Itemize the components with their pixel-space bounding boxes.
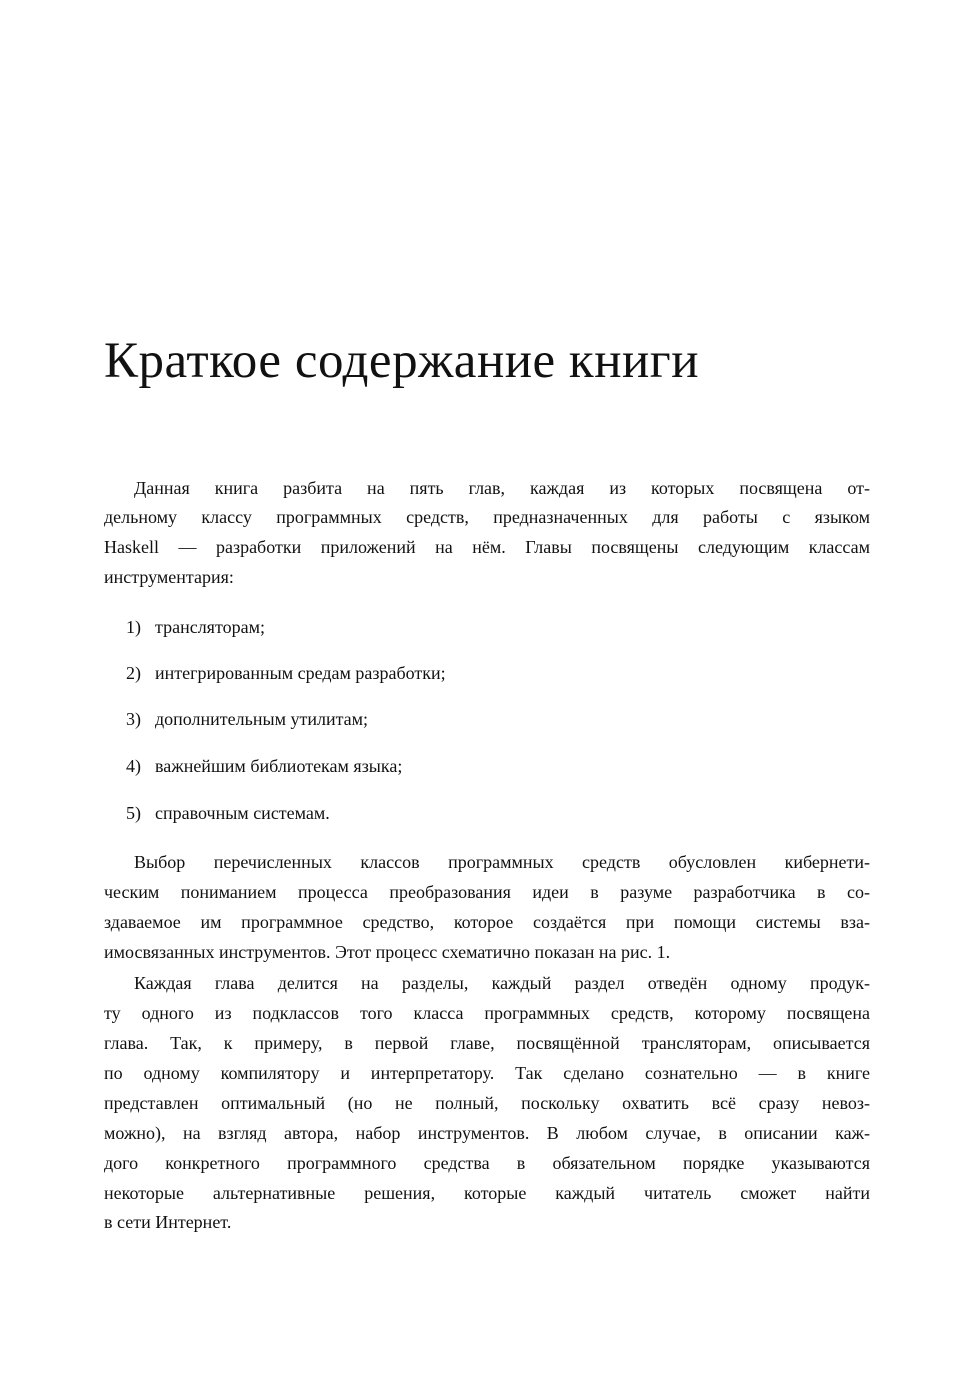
text-line: Каждая глава делится на разделы, каждый раздел отведён одному продук- xyxy=(134,973,870,993)
text-line: некоторые альтернативные решения, которые каждый читатель сможет найти xyxy=(104,1183,870,1203)
list-number: 1) xyxy=(126,617,141,637)
text-line: Haskell — разработки приложений на нём. Главы посвящены следующим классам xyxy=(104,537,870,557)
list-text: справочным системам. xyxy=(155,803,330,823)
page-title: Краткое содержание книги xyxy=(104,333,699,389)
list-item xyxy=(126,707,368,731)
text-line: представлен оптимальный (но не полный, поскольку охватить всё сразу невоз- xyxy=(104,1093,870,1113)
list-text: трансляторам; xyxy=(155,617,265,637)
text-line: можно), на взгляд автора, набор инструментов. В любом случае, в описании каж- xyxy=(104,1123,870,1143)
list-text: дополнительным утилитам; xyxy=(155,709,369,729)
text-line: по одному компилятору и интерпретатору. Так сделано сознательно — в книге xyxy=(104,1063,870,1083)
list-text: интегрированным средам разработки; xyxy=(155,663,446,683)
list-number: 3) xyxy=(126,709,141,729)
list-item xyxy=(126,801,330,825)
text-line: Выбор перечисленных классов программных средств обусловлен кибернети- xyxy=(134,852,870,872)
list-item xyxy=(126,754,402,778)
list-item xyxy=(126,615,265,639)
list-number: 5) xyxy=(126,803,141,823)
text-line: здаваемое им программное средство, которое создаётся при помощи системы вза- xyxy=(104,912,870,932)
text-line: в сети Интернет. xyxy=(104,1212,232,1232)
text-line: дого конкретного программного средства в обязательном порядке указываются xyxy=(104,1153,870,1173)
text-line: Данная книга разбита на пять глав, каждая из которых посвящена от- xyxy=(134,478,870,498)
list-number: 2) xyxy=(126,663,141,683)
list-number: 4) xyxy=(126,756,141,776)
text-line: дельному классу программных средств, предназначенных для работы с языком xyxy=(104,507,870,527)
list-text: важнейшим библиотекам языка; xyxy=(155,756,403,776)
text-line: глава. Так, к примеру, в первой главе, посвящённой трансляторам, описывается xyxy=(104,1033,870,1053)
list-item xyxy=(126,661,446,685)
text-line: имосвязанных инструментов. Этот процесс схематично показан на рис. 1. xyxy=(104,942,671,962)
text-line: ту одного из подклассов того класса программных средств, которому посвящена xyxy=(104,1003,870,1023)
text-line: инструментария: xyxy=(104,567,234,587)
text-line: ческим пониманием процесса преобразования идеи в разуме разработчика в со- xyxy=(104,882,870,902)
